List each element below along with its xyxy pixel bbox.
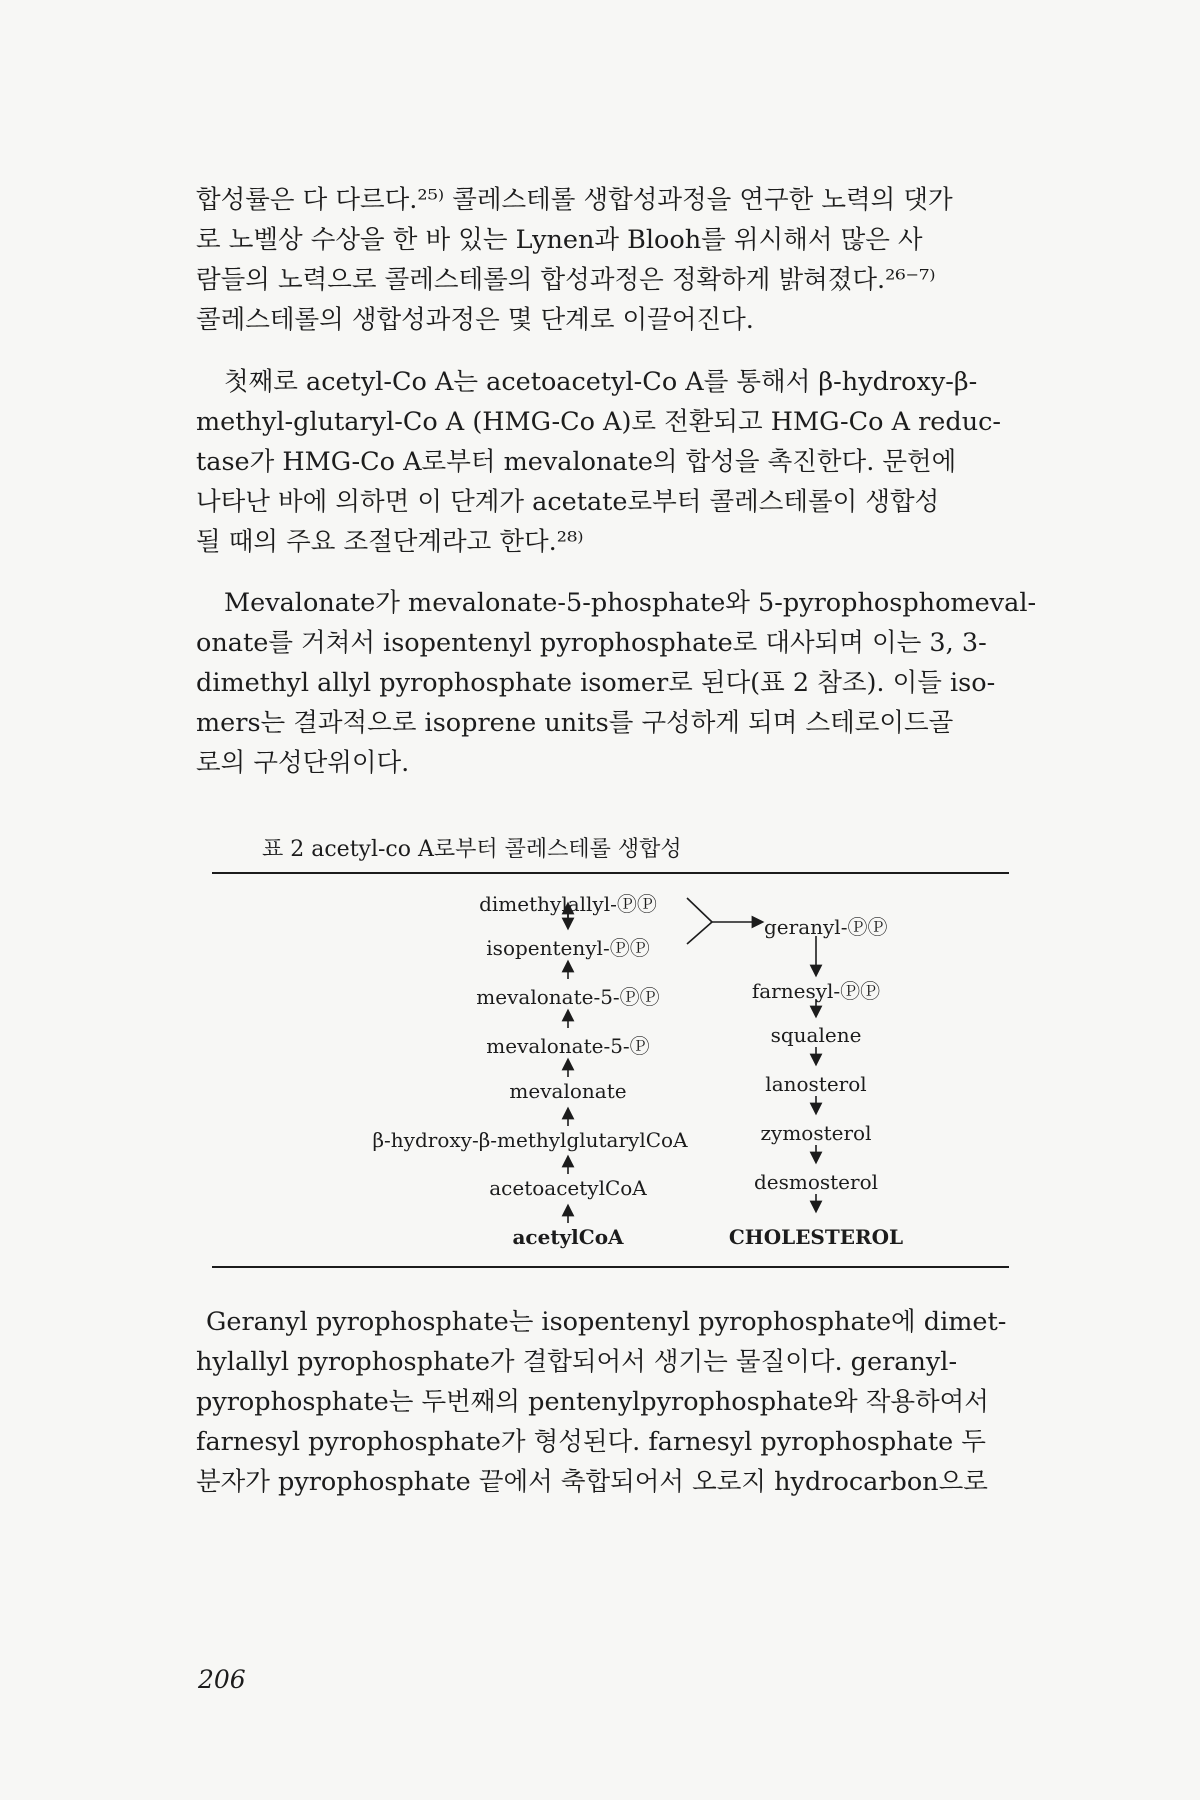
page-number: 206 bbox=[198, 1665, 246, 1694]
node-acetyl-coa: acetylCoA bbox=[512, 1225, 624, 1249]
text-line: dimethyl allyl pyrophosphate isomer로 된다(표 2 참조). 이들 iso- bbox=[196, 668, 996, 698]
node-squalene: squalene bbox=[770, 1023, 862, 1047]
node-lanosterol: lanosterol bbox=[765, 1072, 867, 1096]
node-mevalonate-5-p: mevalonate-5-Ⓟ bbox=[486, 1034, 650, 1058]
text-line: 나타난 바에 의하면 이 단계가 acetate로부터 콜레스테롤이 생합성 bbox=[196, 487, 940, 517]
text-line: 로의 구성단위이다. bbox=[196, 748, 410, 778]
table-caption: 표 2 acetyl-co A로부터 콜레스테롤 생합성 bbox=[262, 837, 682, 862]
node-geranyl-pp: geranyl-ⓅⓅ bbox=[764, 915, 888, 939]
paragraph-1 bbox=[196, 180, 1018, 340]
node-farnesyl-pp: farnesyl-ⓅⓅ bbox=[751, 979, 881, 1003]
bracket-lower bbox=[687, 922, 712, 944]
text-line: 될 때의 주요 조절단계라고 한다.²⁸⁾ bbox=[196, 527, 584, 557]
node-dimethylallyl-pp: dimethylallyl-ⓅⓅ bbox=[479, 892, 657, 916]
text-line: hylallyl pyrophosphate가 결합되어서 생기는 물질이다. geranyl- bbox=[196, 1347, 958, 1377]
text-line: 분자가 pyrophosphate 끝에서 축합되어서 오로지 hydrocarbon으로 bbox=[196, 1467, 988, 1497]
text-line: Geranyl pyrophosphate는 isopentenyl pyrophosphate에 dimet- bbox=[206, 1307, 1007, 1337]
text-line: 합성률은 다 다르다.²⁵⁾ 콜레스테롤 생합성과정을 연구한 노력의 댓가 bbox=[196, 185, 953, 215]
node-mevalonate: mevalonate bbox=[509, 1079, 627, 1103]
paragraph-2 bbox=[196, 362, 1018, 562]
text-line: 첫째로 acetyl-Co A는 acetoacetyl-Co A를 통해서 β-hydroxy-β- bbox=[224, 367, 978, 397]
text-line: farnesyl pyrophosphate가 형성된다. farnesyl pyrophosphate 두 bbox=[196, 1427, 986, 1457]
text-line: 콜레스테롤의 생합성과정은 몇 단계로 이끌어진다. bbox=[196, 305, 754, 335]
text-line: mers는 결과적으로 isoprene units를 구성하게 되며 스테로이드골 bbox=[196, 708, 954, 738]
text-line: onate를 거쳐서 isopentenyl pyrophosphate로 대사되며 이는 3, 3- bbox=[196, 628, 987, 658]
node-zymosterol: zymosterol bbox=[760, 1121, 872, 1145]
node-hmg-coa: β-hydroxy-β-methylglutarylCoA bbox=[372, 1128, 688, 1152]
node-isopentenyl-pp: isopentenyl-ⓅⓅ bbox=[486, 936, 650, 960]
bracket-upper bbox=[687, 898, 712, 922]
table-bottom-rule bbox=[212, 1266, 1009, 1268]
text-line: tase가 HMG-Co A로부터 mevalonate의 합성을 촉진한다. 문헌에 bbox=[196, 447, 957, 477]
node-mevalonate-5-pp: mevalonate-5-ⓅⓅ bbox=[476, 985, 660, 1009]
paragraph-4 bbox=[196, 1302, 1018, 1502]
node-acetoacetyl-coa: acetoacetylCoA bbox=[489, 1176, 647, 1200]
text-line: 로 노벨상 수상을 한 바 있는 Lynen과 Blooh를 위시해서 많은 사 bbox=[196, 225, 923, 255]
text-line: Mevalonate가 mevalonate-5-phosphate와 5-pyrophosphomeval- bbox=[224, 588, 1037, 618]
text-line: pyrophosphate는 두번째의 pentenylpyrophosphate와 작용하여서 bbox=[196, 1387, 989, 1417]
table-top-rule bbox=[212, 872, 1009, 874]
node-cholesterol: CHOLESTEROL bbox=[728, 1225, 904, 1249]
paragraph-3 bbox=[196, 583, 1037, 783]
biosynthesis-pathway-diagram bbox=[212, 880, 1009, 1260]
text-line: methyl-glutaryl-Co A (HMG-Co A)로 전환되고 HMG-Co A reduc- bbox=[196, 407, 1002, 437]
text-line: 람들의 노력으로 콜레스테롤의 합성과정은 정확하게 밝혀졌다.²⁶⁻⁷⁾ bbox=[196, 265, 936, 295]
node-desmosterol: desmosterol bbox=[753, 1170, 879, 1194]
